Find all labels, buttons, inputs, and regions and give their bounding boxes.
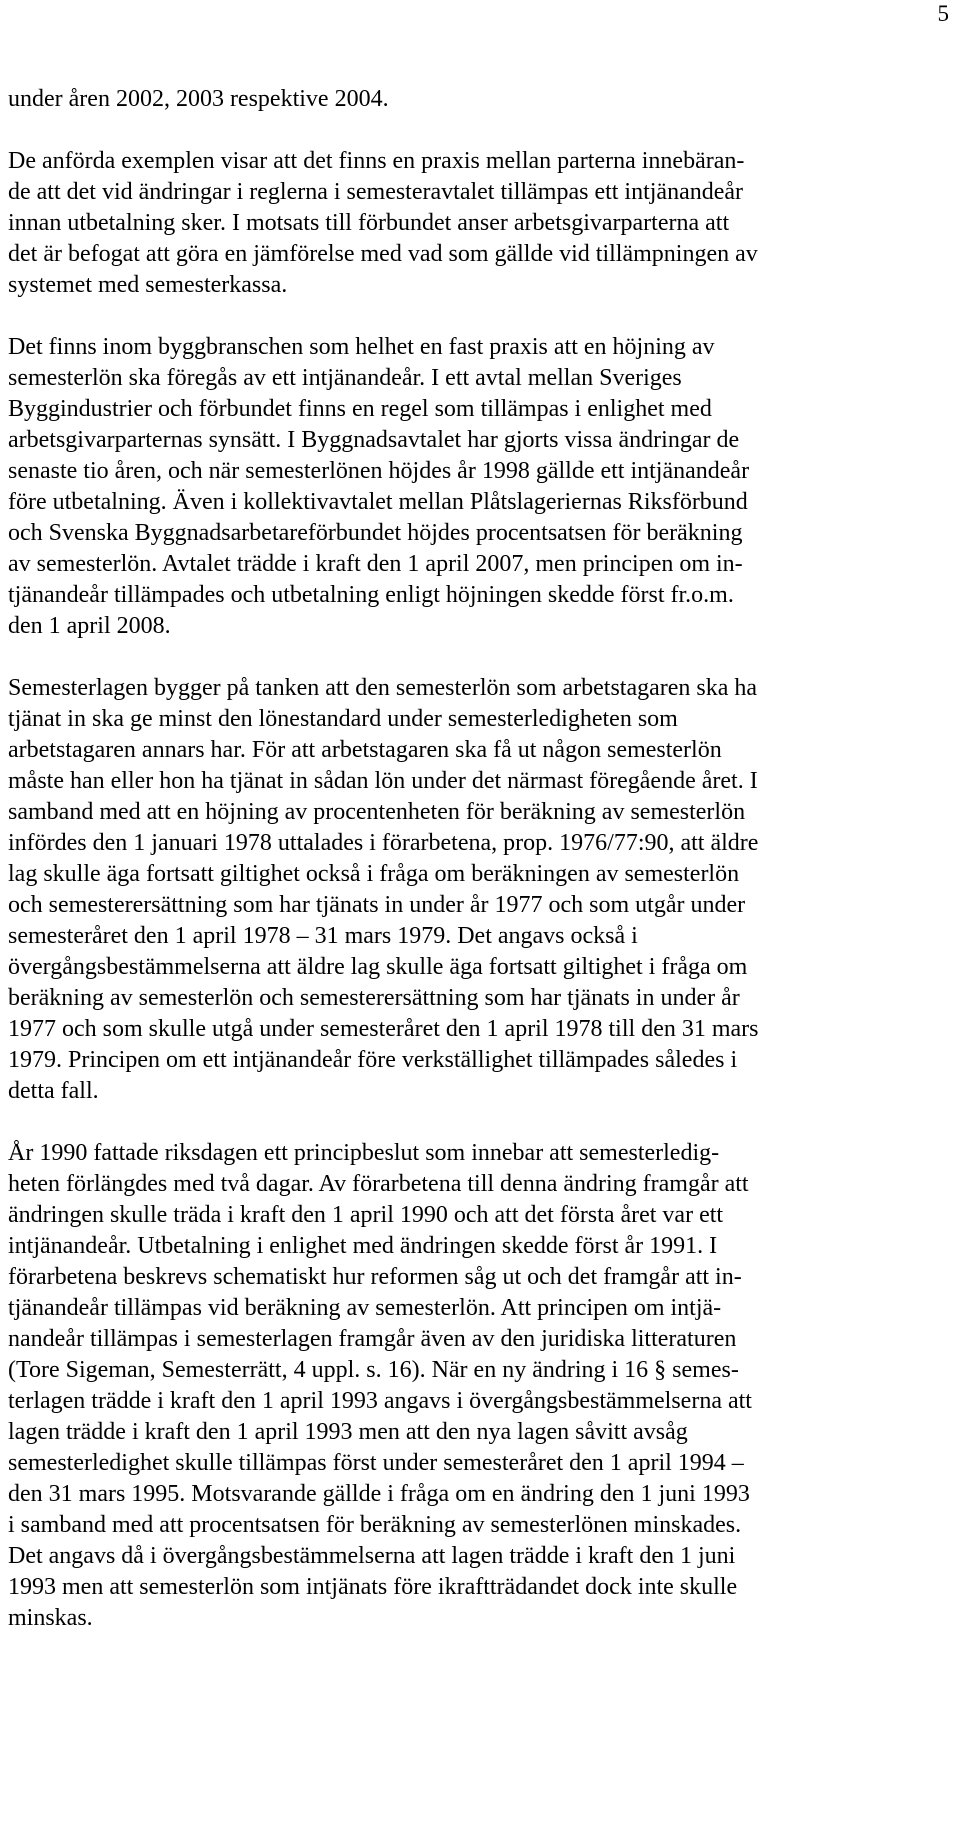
paragraph xyxy=(8,673,940,1107)
text-line: Det finns inom byggbranschen som helhet en fast praxis att en höjning av xyxy=(8,334,715,360)
text-line: och Svenska Byggnadsarbetareförbundet höjdes procentsatsen för beräkning xyxy=(8,520,743,546)
paragraph xyxy=(8,1138,940,1634)
text-line: tjänat in ska ge minst den lönestandard under semesterledigheten som xyxy=(8,706,678,732)
text-line: De anförda exemplen visar att det finns en praxis mellan parterna innebäran- xyxy=(8,148,745,174)
text-line: 1977 och som skulle utgå under semesteråret den 1 april 1978 till den 31 mars xyxy=(8,1016,759,1042)
text-line: semesteråret den 1 april 1978 – 31 mars 1979. Det angavs också i xyxy=(8,923,638,949)
text-line: arbetstagaren annars har. För att arbetstagaren ska få ut någon semesterlön xyxy=(8,737,722,763)
text-line: semesterledighet skulle tillämpas först under semesteråret den 1 april 1994 – xyxy=(8,1450,744,1476)
text-line: i samband med att procentsatsen för beräkning av semesterlönen minskades. xyxy=(8,1512,742,1538)
text-line: det är befogat att göra en jämförelse med vad som gällde vid tillämpningen av xyxy=(8,241,758,267)
text-line: Byggindustrier och förbundet finns en regel som tillämpas i enlighet med xyxy=(8,396,712,422)
text-line: detta fall. xyxy=(8,1078,99,1104)
text-line: nandeår tillämpas i semesterlagen framgår även av den juridiska litteraturen xyxy=(8,1326,737,1352)
text-line: 1979. Principen om ett intjänandeår före verkställighet tillämpades således i xyxy=(8,1047,738,1073)
text-line: 1993 men att semesterlön som intjänats före ikraftträdandet dock inte skulle xyxy=(8,1574,738,1600)
text-line: minskas. xyxy=(8,1605,93,1631)
text-line: den 1 april 2008. xyxy=(8,613,171,639)
text-line: och semesterersättning som har tjänats in under år 1977 och som utgår under xyxy=(8,892,746,918)
text-line: intjänandeår. Utbetalning i enlighet med ändringen skedde först år 1991. I xyxy=(8,1233,718,1259)
text-line: innan utbetalning sker. I motsats till förbundet anser arbetsgivarparterna att xyxy=(8,210,730,236)
page-number: 5 xyxy=(937,1,949,26)
text-line: heten förlängdes med två dagar. Av förarbetena till denna ändring framgår att xyxy=(8,1171,749,1197)
paragraph xyxy=(8,332,940,642)
text-line: ändringen skulle träda i kraft den 1 april 1990 och att det första året var ett xyxy=(8,1202,724,1228)
paragraph xyxy=(8,84,940,115)
text-line: de att det vid ändringar i reglerna i semesteravtalet tillämpas ett intjänandeår xyxy=(8,179,744,205)
text-line: samband med att en höjning av procentenheten för beräkning av semesterlön xyxy=(8,799,746,825)
text-line: senaste tio åren, och när semesterlönen höjdes år 1998 gällde ett intjänandeår xyxy=(8,458,750,484)
text-line: av semesterlön. Avtalet trädde i kraft den 1 april 2007, men principen om in- xyxy=(8,551,743,577)
text-line: systemet med semesterkassa. xyxy=(8,272,288,298)
text-line: tjänandeår tillämpas vid beräkning av semesterlön. Att principen om intjä- xyxy=(8,1295,722,1321)
text-line: måste han eller hon ha tjänat in sådan lön under det närmast föregående året. I xyxy=(8,768,758,794)
text-line: övergångsbestämmelserna att äldre lag skulle äga fortsatt giltighet i fråga om xyxy=(8,954,748,980)
text-line: lag skulle äga fortsatt giltighet också i fråga om beräkningen av semesterlön xyxy=(8,861,740,887)
text-line: infördes den 1 januari 1978 uttalades i förarbetena, prop. 1976/77:90, att äldre xyxy=(8,830,759,856)
text-line: under åren 2002, 2003 respektive 2004. xyxy=(8,86,389,112)
text-line: förarbetena beskrevs schematiskt hur reformen såg ut och det framgår att in- xyxy=(8,1264,742,1290)
text-line: lagen trädde i kraft den 1 april 1993 men att den nya lagen såvitt avsåg xyxy=(8,1419,688,1445)
text-line: semesterlön ska föregås av ett intjänandeår. I ett avtal mellan Sveriges xyxy=(8,365,682,391)
text-line: Det angavs då i övergångsbestämmelserna att lagen trädde i kraft den 1 juni xyxy=(8,1543,736,1569)
document-body xyxy=(8,84,940,1665)
text-line: före utbetalning. Även i kollektivavtalet mellan Plåtslageriernas Riksförbund xyxy=(8,489,748,515)
text-line: den 31 mars 1995. Motsvarande gällde i fråga om en ändring den 1 juni 1993 xyxy=(8,1481,750,1507)
text-line: Semesterlagen bygger på tanken att den semesterlön som arbetstagaren ska ha xyxy=(8,675,758,701)
text-line: terlagen trädde i kraft den 1 april 1993 angavs i övergångsbestämmelserna att xyxy=(8,1388,752,1414)
paragraph xyxy=(8,146,940,301)
text-line: arbetsgivarparternas synsätt. I Byggnadsavtalet har gjorts vissa ändringar de xyxy=(8,427,740,453)
text-line: tjänandeår tillämpades och utbetalning enligt höjningen skedde först fr.o.m. xyxy=(8,582,734,608)
text-line: beräkning av semesterlön och semesterersättning som har tjänats in under år xyxy=(8,985,740,1011)
text-line: År 1990 fattade riksdagen ett principbeslut som innebar att semesterledig- xyxy=(8,1140,720,1166)
text-line: (Tore Sigeman, Semesterrätt, 4 uppl. s. 16). När en ny ändring i 16 § semes- xyxy=(8,1357,739,1383)
